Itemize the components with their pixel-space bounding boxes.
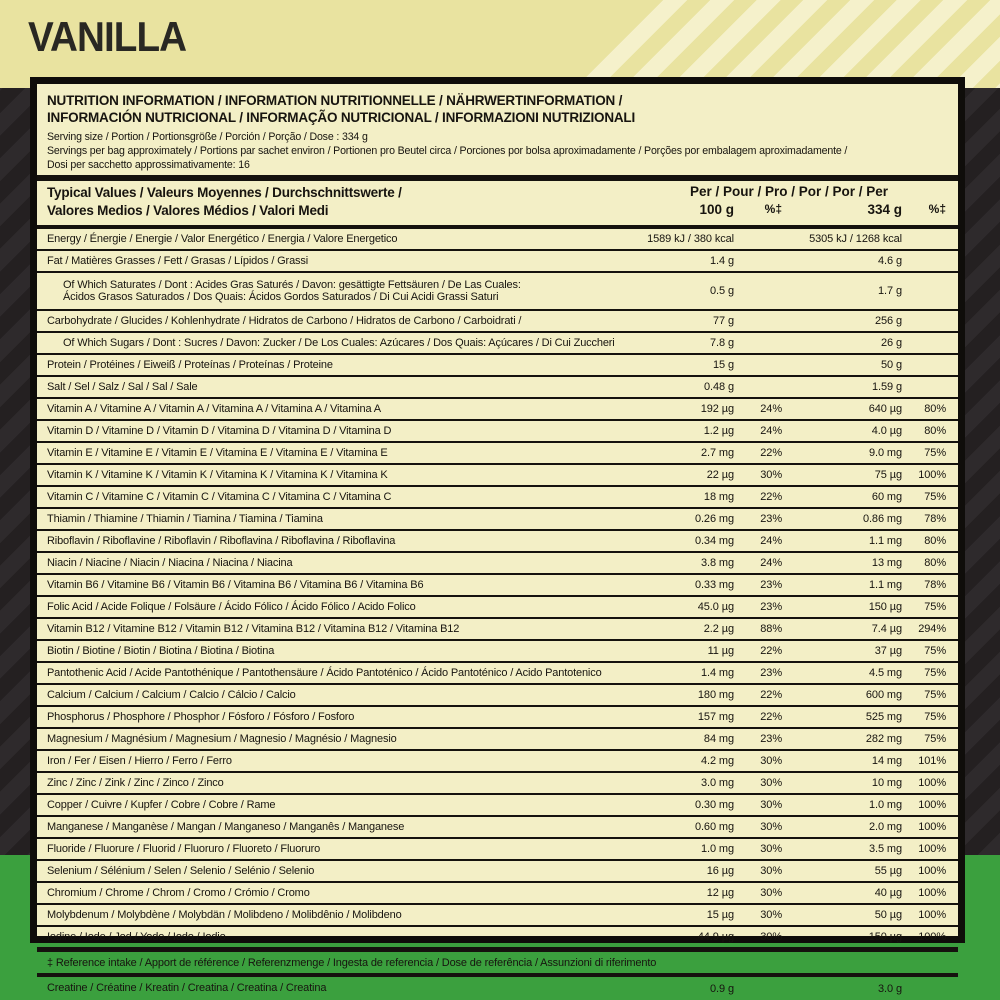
pct-per-100g: 88% <box>760 623 782 635</box>
row-sugars <box>37 333 958 353</box>
row-vitamin-b6 <box>37 575 958 595</box>
value-per-100g: 1.0 mg <box>700 843 734 855</box>
pct-per-334g: 100% <box>918 909 946 921</box>
value-per-100g: 44.9 µg <box>697 931 734 943</box>
flavor-title: VANILLA <box>28 13 187 60</box>
serving-size-line: Serving size / Portion / Portionsgröße / Porción / Porção / Dose : 334 g <box>47 131 368 143</box>
value-per-334g: 1.7 g <box>878 285 902 297</box>
value-per-100g: 3.8 mg <box>700 557 734 569</box>
pct-per-334g: 78% <box>924 579 946 591</box>
value-per-334g: 37 µg <box>874 645 902 657</box>
value-per-100g: 0.60 mg <box>694 821 734 833</box>
pct-per-334g: 75% <box>924 711 946 723</box>
value-per-334g: 1.1 mg <box>868 535 902 547</box>
nutrient-label: Biotin / Biotine / Biotin / Biotina / Biotina / Biotina <box>47 644 275 657</box>
servings-per-bag-line2: Dosi per sacchetto approssimativamente: 16 <box>47 159 250 171</box>
nutrient-label: Protein / Protéines / Eiweiß / Proteínas / Proteínas / Proteine <box>47 358 333 371</box>
pct-per-100g: 30% <box>760 909 782 921</box>
col-header-334g: 334 g <box>867 202 902 217</box>
pct-per-100g: 23% <box>760 579 782 591</box>
row-vitamin-k <box>37 465 958 485</box>
nutrient-label: Of Which Sugars / Dont : Sucres / Davon: Zucker / De Los Cuales: Azúcares / Dos Quais: Açúcares / Di Cui Zuccheri <box>63 336 615 349</box>
value-per-100g: 0.26 mg <box>694 513 734 525</box>
serving-info <box>37 128 958 175</box>
pct-per-334g: 75% <box>924 667 946 679</box>
value-per-100g: 1589 kJ / 380 kcal <box>647 233 734 245</box>
nutrient-label: Iodine / Iode / Jod / Yodo / Iodo / Iodio <box>47 930 226 943</box>
nutrition-rows <box>37 229 958 947</box>
nutrient-label: Manganese / Manganèse / Mangan / Manganeso / Manganês / Manganese <box>47 820 405 833</box>
value-per-100g: 2.7 mg <box>700 447 734 459</box>
nutrient-label: Folic Acid / Acide Folique / Folsäure / Ácido Fólico / Ácido Fólico / Acido Folico <box>47 600 416 613</box>
nutrient-label: Salt / Sel / Salz / Sal / Sal / Sale <box>47 380 198 393</box>
pct-per-334g: 75% <box>924 447 946 459</box>
typical-values-line2: Valores Medios / Valores Médios / Valori Medi <box>47 203 329 218</box>
pct-per-334g: 75% <box>924 689 946 701</box>
value-per-334g: 75 µg <box>874 469 902 481</box>
nutrient-label: Zinc / Zinc / Zink / Zinc / Zinco / Zinco <box>47 776 224 789</box>
value-per-100g: 18 mg <box>703 491 734 503</box>
nutrient-label: Riboflavin / Riboflavine / Riboflavin / Riboflavina / Riboflavina / Riboflavina <box>47 534 396 547</box>
value-per-334g: 1.59 g <box>872 381 902 393</box>
typical-values-line1: Typical Values / Valeurs Moyennes / Durchschnittswerte / <box>47 185 402 200</box>
value-per-100g: 0.34 mg <box>694 535 734 547</box>
pct-per-100g: 30% <box>760 887 782 899</box>
pct-per-100g: 23% <box>760 667 782 679</box>
pct-per-100g: 30% <box>760 799 782 811</box>
value-per-334g: 7.4 µg <box>871 623 902 635</box>
row-biotin <box>37 641 958 661</box>
pct-per-334g: 101% <box>918 755 946 767</box>
pct-per-100g: 23% <box>760 513 782 525</box>
value-per-334g: 4.0 µg <box>871 425 902 437</box>
row-protein <box>37 355 958 375</box>
pct-per-334g: 75% <box>924 645 946 657</box>
typical-values-heading <box>47 184 402 220</box>
diagonal-stripes-decoration <box>570 0 1000 88</box>
value-per-334g: 256 g <box>874 315 902 327</box>
value-per-334g: 40 µg <box>874 887 902 899</box>
row-selenium <box>37 861 958 881</box>
row-vitamin-a <box>37 399 958 419</box>
value-per-100g: 1.4 mg <box>700 667 734 679</box>
nutrient-label: Chromium / Chrome / Chrom / Cromo / Crómio / Cromo <box>47 886 310 899</box>
pct-per-100g: 30% <box>760 821 782 833</box>
value-per-334g: 50 µg <box>874 909 902 921</box>
row-copper <box>37 795 958 815</box>
value-per-100g: 1.2 µg <box>703 425 734 437</box>
value-per-100g: 12 µg <box>706 887 734 899</box>
pct-per-100g: 30% <box>760 755 782 767</box>
row-saturates <box>37 273 958 309</box>
nutrient-label: Molybdenum / Molybdène / Molybdän / Molibdeno / Molibdênio / Molibdeno <box>47 908 402 921</box>
pct-per-100g: 30% <box>760 843 782 855</box>
pct-per-100g: 30% <box>760 865 782 877</box>
value-per-334g: 60 mg <box>871 491 902 503</box>
pct-per-100g: 23% <box>760 601 782 613</box>
row-manganese <box>37 817 958 837</box>
nutrient-label: Copper / Cuivre / Kupfer / Cobre / Cobre / Rame <box>47 798 276 811</box>
value-per-100g: 180 mg <box>697 689 734 701</box>
col-header-pct-334g: %‡ <box>928 202 946 216</box>
row-pantothenic-acid <box>37 663 958 683</box>
value-per-334g: 55 µg <box>874 865 902 877</box>
pct-per-100g: 23% <box>760 733 782 745</box>
pct-per-100g: 30% <box>760 469 782 481</box>
row-carbohydrate <box>37 311 958 331</box>
pct-per-334g: 100% <box>918 469 946 481</box>
value-per-334g: 640 µg <box>868 403 902 415</box>
nutrient-label: Vitamin B12 / Vitamine B12 / Vitamin B12 / Vitamina B12 / Vitamina B12 / Vitamina B12 <box>47 622 460 635</box>
pct-per-100g: 22% <box>760 491 782 503</box>
nutrient-label: Vitamin K / Vitamine K / Vitamin K / Vitamina K / Vitamina K / Vitamina K <box>47 468 388 481</box>
nutrient-label: Magnesium / Magnésium / Magnesium / Magnesio / Magnésio / Magnesio <box>47 732 397 745</box>
value-per-334g: 4.5 mg <box>868 667 902 679</box>
nutrient-label: Thiamin / Thiamine / Thiamin / Tiamina / Tiamina / Tiamina <box>47 512 323 525</box>
nutrient-label: Vitamin E / Vitamine E / Vitamin E / Vitamina E / Vitamina E / Vitamina E <box>47 446 388 459</box>
pct-per-100g: 22% <box>760 447 782 459</box>
value-per-100g: 0.9 g <box>710 982 734 995</box>
nutrient-label: Carbohydrate / Glucides / Kohlenhydrate / Hidratos de Carbono / Hidratos de Carbono / Carboidrati / <box>47 314 522 327</box>
value-per-100g: 45.0 µg <box>697 601 734 613</box>
row-vitamin-e <box>37 443 958 463</box>
row-riboflavin <box>37 531 958 551</box>
nutrient-label: Creatine / Créatine / Kreatin / Creatina / Creatina / Creatina <box>47 982 327 995</box>
nutrient-label: Niacin / Niacine / Niacin / Niacina / Niacina / Niacina <box>47 556 293 569</box>
value-per-100g: 4.2 mg <box>700 755 734 767</box>
value-per-100g: 0.5 g <box>710 285 734 297</box>
pct-per-334g: 80% <box>924 403 946 415</box>
value-per-334g: 4.6 g <box>878 255 902 267</box>
servings-per-bag-line1: Servings per bag approximately / Portions par sachet environ / Portionen pro Beutel circa / Porciones por bolsa aproximadamente / Porções por embalagem aproximadamente / <box>47 145 848 157</box>
row-magnesium <box>37 729 958 749</box>
pct-per-334g: 80% <box>924 557 946 569</box>
pct-per-334g: 100% <box>918 931 946 943</box>
pct-per-334g: 78% <box>924 513 946 525</box>
col-header-100g: 100 g <box>699 202 734 217</box>
value-per-334g: 1.1 mg <box>868 579 902 591</box>
pct-per-334g: 80% <box>924 425 946 437</box>
pct-per-100g: 22% <box>760 689 782 701</box>
flavor-banner <box>0 0 1000 88</box>
value-per-334g: 0.86 mg <box>862 513 902 525</box>
value-per-334g: 3.5 mg <box>868 843 902 855</box>
row-fat <box>37 251 958 271</box>
nutrient-label: Vitamin A / Vitamine A / Vitamin A / Vitamina A / Vitamina A / Vitamina A <box>47 402 381 415</box>
pct-per-334g: 294% <box>918 623 946 635</box>
value-per-334g: 26 g <box>880 337 902 349</box>
row-fluoride <box>37 839 958 859</box>
nutrient-label: Fat / Matières Grasses / Fett / Grasas / Lípidos / Grassi <box>47 254 309 267</box>
nutrition-title <box>37 84 958 128</box>
reference-intake-footnote: ‡ Reference intake / Apport de référence / Referenzmenge / Ingesta de referencia / Dose de referência / Assunzioni di riferimento <box>47 956 657 969</box>
pct-per-334g: 100% <box>918 865 946 877</box>
pct-per-100g: 30% <box>760 931 782 943</box>
value-per-100g: 22 µg <box>706 469 734 481</box>
pct-per-334g: 100% <box>918 777 946 789</box>
row-phosphorus <box>37 707 958 727</box>
nutrient-label: Vitamin C / Vitamine C / Vitamin C / Vitamina C / Vitamina C / Vitamina C <box>47 490 392 503</box>
pct-per-100g: 24% <box>760 557 782 569</box>
value-per-100g: 16 µg <box>706 865 734 877</box>
nutrient-label: Of Which Saturates / Dont : Acides Gras Saturés / Davon: gesättigte Fettsäuren / De Las Cuales: Ácidos Grasos Saturados / Dos Quais: Ácidos Gordos Saturados / Di Cui Acidi Grassi Saturi <box>63 278 521 303</box>
nutrient-label: Vitamin D / Vitamine D / Vitamin D / Vitamina D / Vitamina D / Vitamina D <box>47 424 392 437</box>
pct-per-100g: 24% <box>760 535 782 547</box>
pct-per-334g: 75% <box>924 601 946 613</box>
value-per-334g: 5305 kJ / 1268 kcal <box>809 233 902 245</box>
pct-per-334g: 100% <box>918 821 946 833</box>
nutrient-label: Vitamin B6 / Vitamine B6 / Vitamin B6 / Vitamina B6 / Vitamina B6 / Vitamina B6 <box>47 578 424 591</box>
row-iodine <box>37 927 958 947</box>
value-per-100g: 7.8 g <box>710 337 734 349</box>
row-thiamin <box>37 509 958 529</box>
col-header-pct-100g: %‡ <box>764 202 782 216</box>
value-per-100g: 3.0 mg <box>700 777 734 789</box>
nutrient-label: Selenium / Sélénium / Selen / Selenio / Selénio / Selenio <box>47 864 315 877</box>
value-per-100g: 157 mg <box>697 711 734 723</box>
value-per-100g: 0.48 g <box>704 381 734 393</box>
pct-per-334g: 100% <box>918 887 946 899</box>
per-heading: Per / Pour / Pro / Por / Por / Per <box>689 184 889 199</box>
nutrient-label: Energy / Énergie / Energie / Valor Energético / Energia / Valore Energetico <box>47 232 398 245</box>
row-zinc <box>37 773 958 793</box>
row-chromium <box>37 883 958 903</box>
row-energy <box>37 229 958 249</box>
value-per-334g: 150 µg <box>868 601 902 613</box>
row-vitamin-d <box>37 421 958 441</box>
value-per-100g: 0.33 mg <box>694 579 734 591</box>
pct-per-334g: 80% <box>924 535 946 547</box>
pct-per-100g: 24% <box>760 425 782 437</box>
value-per-100g: 0.30 mg <box>694 799 734 811</box>
value-per-100g: 192 µg <box>700 403 734 415</box>
row-calcium <box>37 685 958 705</box>
row-salt <box>37 377 958 397</box>
value-per-100g: 2.2 µg <box>703 623 734 635</box>
value-per-334g: 13 mg <box>871 557 902 569</box>
value-per-100g: 77 g <box>712 315 734 327</box>
row-niacin <box>37 553 958 573</box>
row-molybdenum <box>37 905 958 925</box>
value-per-334g: 50 g <box>880 359 902 371</box>
value-per-334g: 525 mg <box>865 711 902 723</box>
pct-per-334g: 100% <box>918 843 946 855</box>
table-header <box>37 181 958 225</box>
value-per-100g: 84 mg <box>703 733 734 745</box>
value-per-334g: 14 mg <box>871 755 902 767</box>
value-per-334g: 10 mg <box>871 777 902 789</box>
pct-per-334g: 100% <box>918 799 946 811</box>
value-per-334g: 1.0 mg <box>868 799 902 811</box>
nutrition-panel <box>30 77 965 995</box>
row-vitamin-b12 <box>37 619 958 639</box>
pct-per-334g: 75% <box>924 491 946 503</box>
pct-per-100g: 24% <box>760 403 782 415</box>
value-per-334g: 9.0 mg <box>868 447 902 459</box>
nutrient-label: Iron / Fer / Eisen / Hierro / Ferro / Ferro <box>47 754 232 767</box>
row-creatine <box>37 977 958 1000</box>
nutrition-title-line2: INFORMACIÓN NUTRICIONAL / INFORMAÇÃO NUTRICIONAL / INFORMAZIONI NUTRIZIONALI <box>47 110 636 125</box>
row-folic-acid <box>37 597 958 617</box>
value-per-334g: 150 µg <box>868 931 902 943</box>
pct-per-100g: 22% <box>760 711 782 723</box>
value-per-100g: 15 g <box>712 359 734 371</box>
pct-per-100g: 22% <box>760 645 782 657</box>
value-per-100g: 15 µg <box>706 909 734 921</box>
nutrient-label: Calcium / Calcium / Calcium / Calcio / Cálcio / Calcio <box>47 688 296 701</box>
row-iron <box>37 751 958 771</box>
value-per-334g: 600 mg <box>865 689 902 701</box>
pct-per-100g: 30% <box>760 777 782 789</box>
value-per-334g: 2.0 mg <box>868 821 902 833</box>
nutrition-title-line1: NUTRITION INFORMATION / INFORMATION NUTRITIONNELLE / NÄHRWERTINFORMATION / <box>47 93 623 108</box>
nutrient-label: Fluoride / Fluorure / Fluorid / Fluoruro / Fluoreto / Fluoruro <box>47 842 321 855</box>
nutrient-label: Phosphorus / Phosphore / Phosphor / Fósforo / Fósforo / Fosforo <box>47 710 355 723</box>
value-per-334g: 282 mg <box>865 733 902 745</box>
value-per-334g: 3.0 g <box>878 982 902 995</box>
row-vitamin-c <box>37 487 958 507</box>
value-per-100g: 1.4 g <box>710 255 734 267</box>
value-per-100g: 11 µg <box>707 645 734 657</box>
nutrient-label: Pantothenic Acid / Acide Pantothénique / Pantothensäure / Ácido Pantoténico / Ácido Pantoténico / Acido Pantotenico <box>47 666 602 679</box>
pct-per-334g: 75% <box>924 733 946 745</box>
